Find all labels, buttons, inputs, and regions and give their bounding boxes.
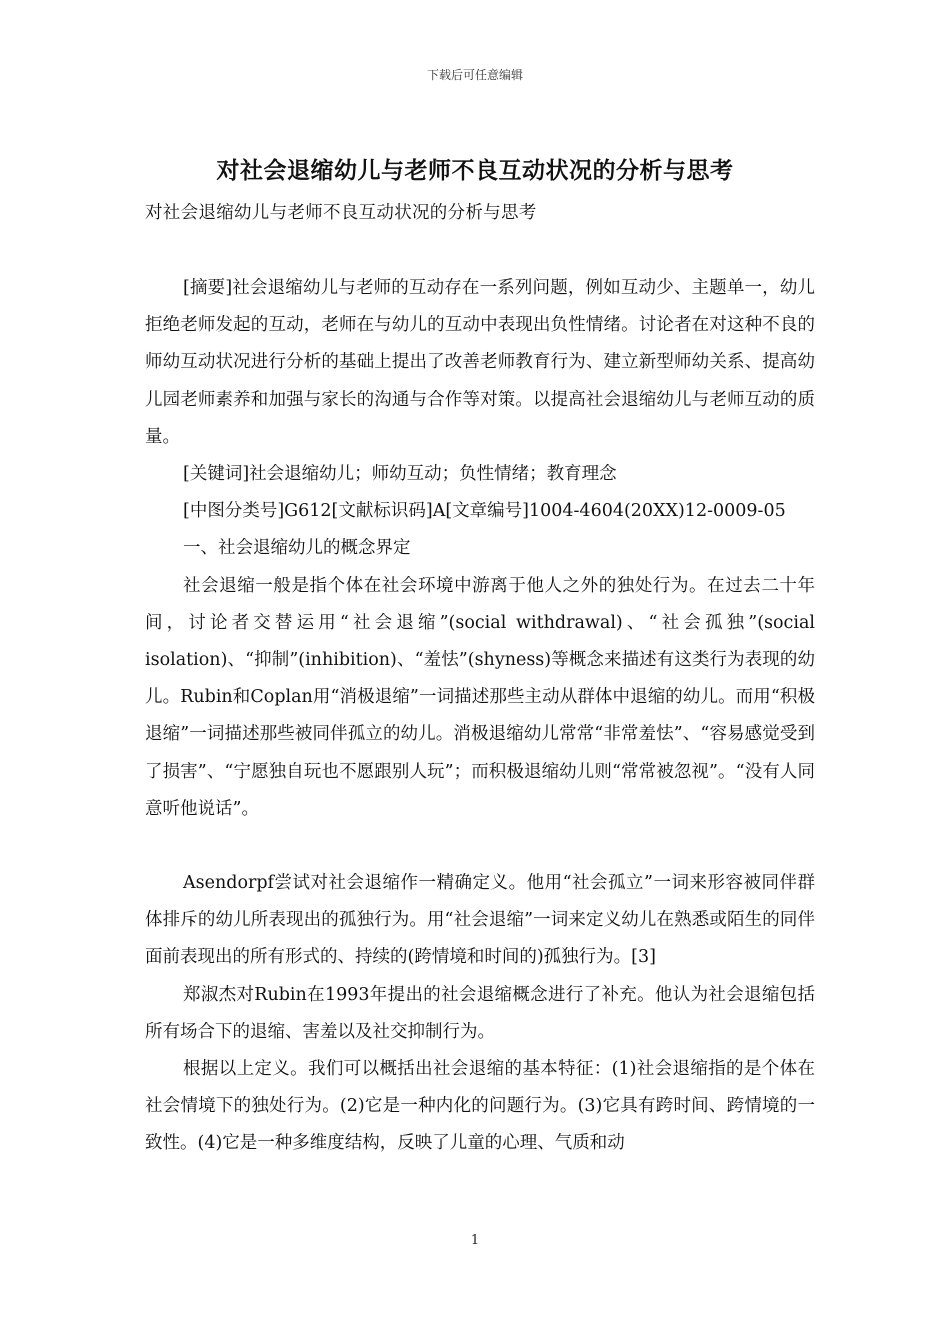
- document-title: 对社会退缩幼儿与老师不良互动状况的分析与思考: [216, 157, 734, 184]
- body-paragraph: Asendorpf尝试对社会退缩作一精确定义。他用“社会孤立”一词来形容被同伴群体排斥的幼儿所表现出的孤独行为。用“社会退缩”一词来定义幼儿在熟悉或陌生的同伴面前表现出的所有形式的、持续的(跨情境和时间的)孤独行为。[3]: [145, 873, 815, 968]
- classification-paragraph: [中图分类号]G612[文献标识码]A[文章编号]1004-4604(20XX)12-0009-05: [183, 501, 786, 522]
- document-body: [145, 270, 821, 1163]
- paragraph-gap: [145, 828, 815, 865]
- page-number: 1: [470, 1233, 480, 1248]
- section-heading: 一、社会退缩幼儿的概念界定: [183, 538, 411, 559]
- document-subtitle: 对社会退缩幼儿与老师不良互动状况的分析与思考: [145, 203, 537, 223]
- body-paragraph: 社会退缩一般是指个体在社会环境中游离于他人之外的独处行为。在过去二十年间，讨论者交替运用“社会退缩”(social withdrawal)、“社会孤独”(social isolation)、“抑制”(inhibition)、“羞怯”(shyness)等概念来描述有这类行为表现的幼儿。Rubin和Coplan用“消极退缩”一词描述那些主动从群体中退缩的幼儿。而用“积极退缩”一词描述那些被同伴孤立的幼儿。消极退缩幼儿常常“非常羞怯”、“容易感觉受到了损害”、“宁愿独自玩也不愿跟别人玩”；而积极退缩幼儿则“常常被忽视”。“没有人同意听他说话”。: [145, 575, 821, 819]
- keywords-paragraph: [关键词]社会退缩幼儿；师幼互动；负性情绪；教育理念: [183, 464, 617, 485]
- body-paragraph: 根据以上定义。我们可以概括出社会退缩的基本特征：(1)社会退缩指的是个体在社会情境下的独处行为。(2)它是一种内化的问题行为。(3)它具有跨时间、跨情境的一致性。(4)它是一种多维度结构，反映了儿童的心理、气质和动: [145, 1059, 815, 1154]
- body-paragraph: 郑淑杰对Rubin在1993年提出的社会退缩概念进行了补充。他认为社会退缩包括所有场合下的退缩、害羞以及社交抑制行为。: [145, 984, 815, 1042]
- header-note: 下载后可任意编辑: [426, 68, 523, 82]
- abstract-paragraph: [摘要]社会退缩幼儿与老师的互动存在一系列问题，例如互动少、主题单一，幼儿拒绝老师发起的互动，老师在与幼儿的互动中表现出负性情绪。讨论者在对这种不良的师幼互动状况进行分析的基础上提出了改善老师教育行为、建立新型师幼关系、提高幼儿园老师素养和加强与家长的沟通与合作等对策。以提高社会退缩幼儿与老师互动的质量。: [145, 278, 815, 447]
